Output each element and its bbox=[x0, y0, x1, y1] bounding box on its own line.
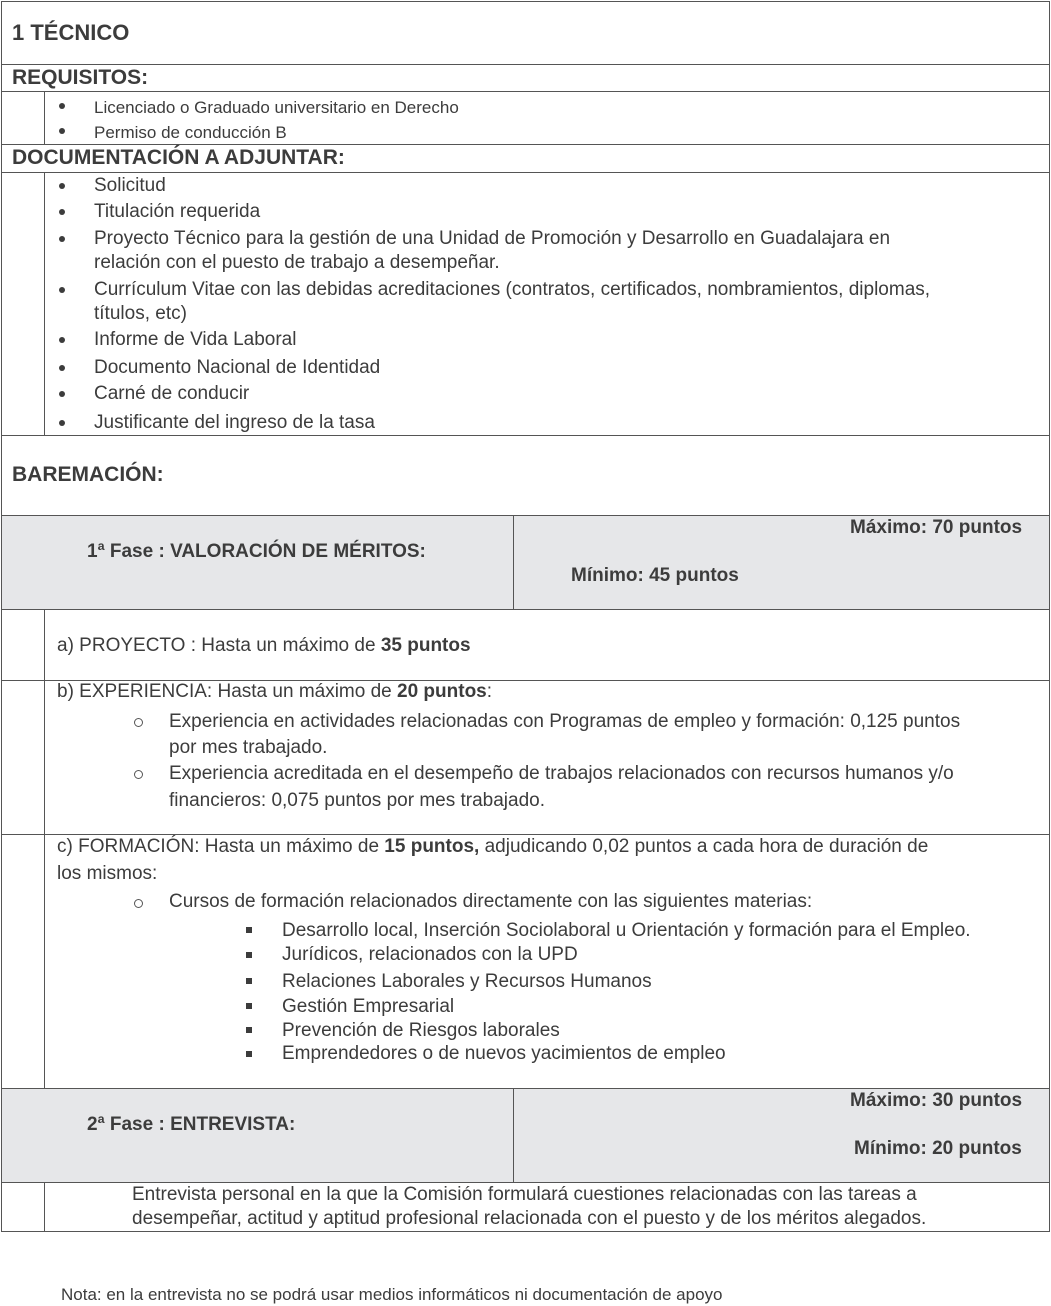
list-item: Experiencia en actividades relacionadas con Programas de empleo y formación: 0,125 puntos bbox=[169, 711, 961, 732]
entrevista-text: Entrevista personal en la que la Comisión formulará cuestiones relacionadas con las tareas a bbox=[132, 1184, 917, 1205]
bullet-icon bbox=[59, 287, 65, 293]
list-item-continuation: por mes trabajado. bbox=[169, 737, 328, 758]
circle-bullet-icon bbox=[134, 718, 143, 727]
circle-bullet-icon bbox=[134, 770, 143, 779]
list-item: Licenciado o Graduado universitario en Derecho bbox=[94, 98, 459, 117]
bullet-icon bbox=[59, 128, 65, 134]
list-item-continuation: financieros: 0,075 puntos por mes trabajado. bbox=[169, 790, 546, 811]
square-bullet-icon bbox=[246, 952, 252, 958]
phase2-max: Máximo: 30 puntos bbox=[850, 1090, 1023, 1111]
experiencia-points: 20 puntos bbox=[397, 681, 487, 702]
formacion-line2: los mismos: bbox=[57, 863, 158, 884]
list-item: Proyecto Técnico para la gestión de una Unidad de Promoción y Desarrollo en Guadalajara en bbox=[94, 228, 891, 249]
proyecto-prefix: a) PROYECTO : Hasta un máximo de bbox=[57, 635, 381, 656]
divider bbox=[1, 1182, 1050, 1183]
square-bullet-icon bbox=[246, 1027, 252, 1033]
phase1-max: Máximo: 70 puntos bbox=[850, 517, 1023, 538]
list-item: Permiso de conducción B bbox=[94, 123, 287, 142]
list-item: Titulación requerida bbox=[94, 201, 261, 222]
list-item: Documento Nacional de Identidad bbox=[94, 357, 381, 378]
phase1-title: 1ª Fase : VALORACIÓN DE MÉRITOS: bbox=[87, 541, 426, 562]
bullet-icon bbox=[59, 391, 65, 397]
materia-item: Jurídicos, relacionados con la UPD bbox=[282, 944, 578, 965]
bullet-icon bbox=[59, 365, 65, 371]
bullet-icon bbox=[59, 337, 65, 343]
materia-item: Relaciones Laborales y Recursos Humanos bbox=[282, 971, 652, 992]
phase2-title: 2ª Fase : ENTREVISTA: bbox=[87, 1114, 296, 1135]
divider bbox=[1, 91, 1050, 92]
footnote: Nota: en la entrevista no se podrá usar medios informáticos ni documentación de apoyo bbox=[61, 1285, 723, 1304]
list-item-continuation: relación con el puesto de trabajo a desempeñar. bbox=[94, 252, 500, 273]
divider bbox=[44, 172, 45, 435]
divider bbox=[1, 435, 1050, 436]
experiencia-suffix: : bbox=[486, 681, 493, 702]
divider bbox=[1, 144, 1050, 145]
divider bbox=[1, 64, 1050, 65]
proyecto-points: 35 puntos bbox=[380, 635, 471, 656]
bullet-icon bbox=[59, 236, 65, 242]
materia-item: Gestión Empresarial bbox=[282, 996, 455, 1017]
divider bbox=[1, 609, 1050, 610]
divider bbox=[44, 609, 45, 1088]
materia-item: Emprendedores o de nuevos yacimientos de empleo bbox=[282, 1043, 726, 1064]
list-item: Currículum Vitae con las debidas acreditaciones (contratos, certificados, nombramientos, diplomas, bbox=[94, 279, 931, 300]
list-item: Experiencia acreditada en el desempeño de trabajos relacionados con recursos humanos y/o bbox=[169, 763, 954, 784]
documentacion-heading: DOCUMENTACIÓN A ADJUNTAR: bbox=[12, 146, 345, 169]
list-item-continuation: títulos, etc) bbox=[94, 303, 187, 324]
proyecto-line bbox=[57, 635, 471, 657]
divider bbox=[513, 1089, 514, 1182]
phase1-min: Mínimo: 45 puntos bbox=[571, 565, 739, 586]
circle-bullet-icon bbox=[134, 899, 143, 908]
list-item: Justificante del ingreso de la tasa bbox=[94, 412, 375, 433]
divider bbox=[513, 516, 514, 609]
square-bullet-icon bbox=[246, 1051, 252, 1057]
formacion-suffix: adjudicando 0,02 puntos a cada hora de duración de bbox=[479, 836, 929, 857]
formacion-prefix: c) FORMACIÓN: Hasta un máximo de bbox=[57, 836, 385, 857]
baremacion-heading: BAREMACIÓN: bbox=[12, 463, 164, 486]
bullet-icon bbox=[59, 103, 65, 109]
divider bbox=[44, 1182, 45, 1232]
divider bbox=[1, 834, 1050, 835]
list-item: Solicitud bbox=[94, 175, 166, 196]
requisitos-heading: REQUISITOS: bbox=[12, 66, 149, 89]
square-bullet-icon bbox=[246, 927, 252, 933]
divider bbox=[1, 1088, 1050, 1089]
experiencia-prefix: b) EXPERIENCIA: Hasta un máximo de bbox=[57, 681, 398, 702]
formacion-sub: Cursos de formación relacionados directamente con las siguientes materias: bbox=[169, 891, 813, 912]
experiencia-line bbox=[57, 681, 492, 703]
bullet-icon bbox=[59, 183, 65, 189]
divider bbox=[44, 91, 45, 144]
square-bullet-icon bbox=[246, 1003, 252, 1009]
list-item: Informe de Vida Laboral bbox=[94, 329, 297, 350]
bullet-icon bbox=[59, 420, 65, 426]
square-bullet-icon bbox=[246, 978, 252, 984]
divider bbox=[1, 515, 1050, 516]
formacion-line bbox=[57, 836, 928, 858]
phase2-min: Mínimo: 20 puntos bbox=[854, 1138, 1022, 1159]
divider bbox=[1, 172, 1050, 173]
entrevista-text-continuation: desempeñar, actitud y aptitud profesional relacionada con el puesto y de los méritos alegados. bbox=[132, 1208, 927, 1229]
materia-item: Prevención de Riesgos laborales bbox=[282, 1020, 560, 1041]
list-item: Carné de conducir bbox=[94, 383, 250, 404]
bullet-icon bbox=[59, 209, 65, 215]
materia-item: Desarrollo local, Inserción Sociolaboral u Orientación y formación para el Empleo. bbox=[282, 920, 971, 941]
page-title: 1 TÉCNICO bbox=[12, 20, 130, 45]
formacion-points: 15 puntos, bbox=[384, 836, 480, 857]
